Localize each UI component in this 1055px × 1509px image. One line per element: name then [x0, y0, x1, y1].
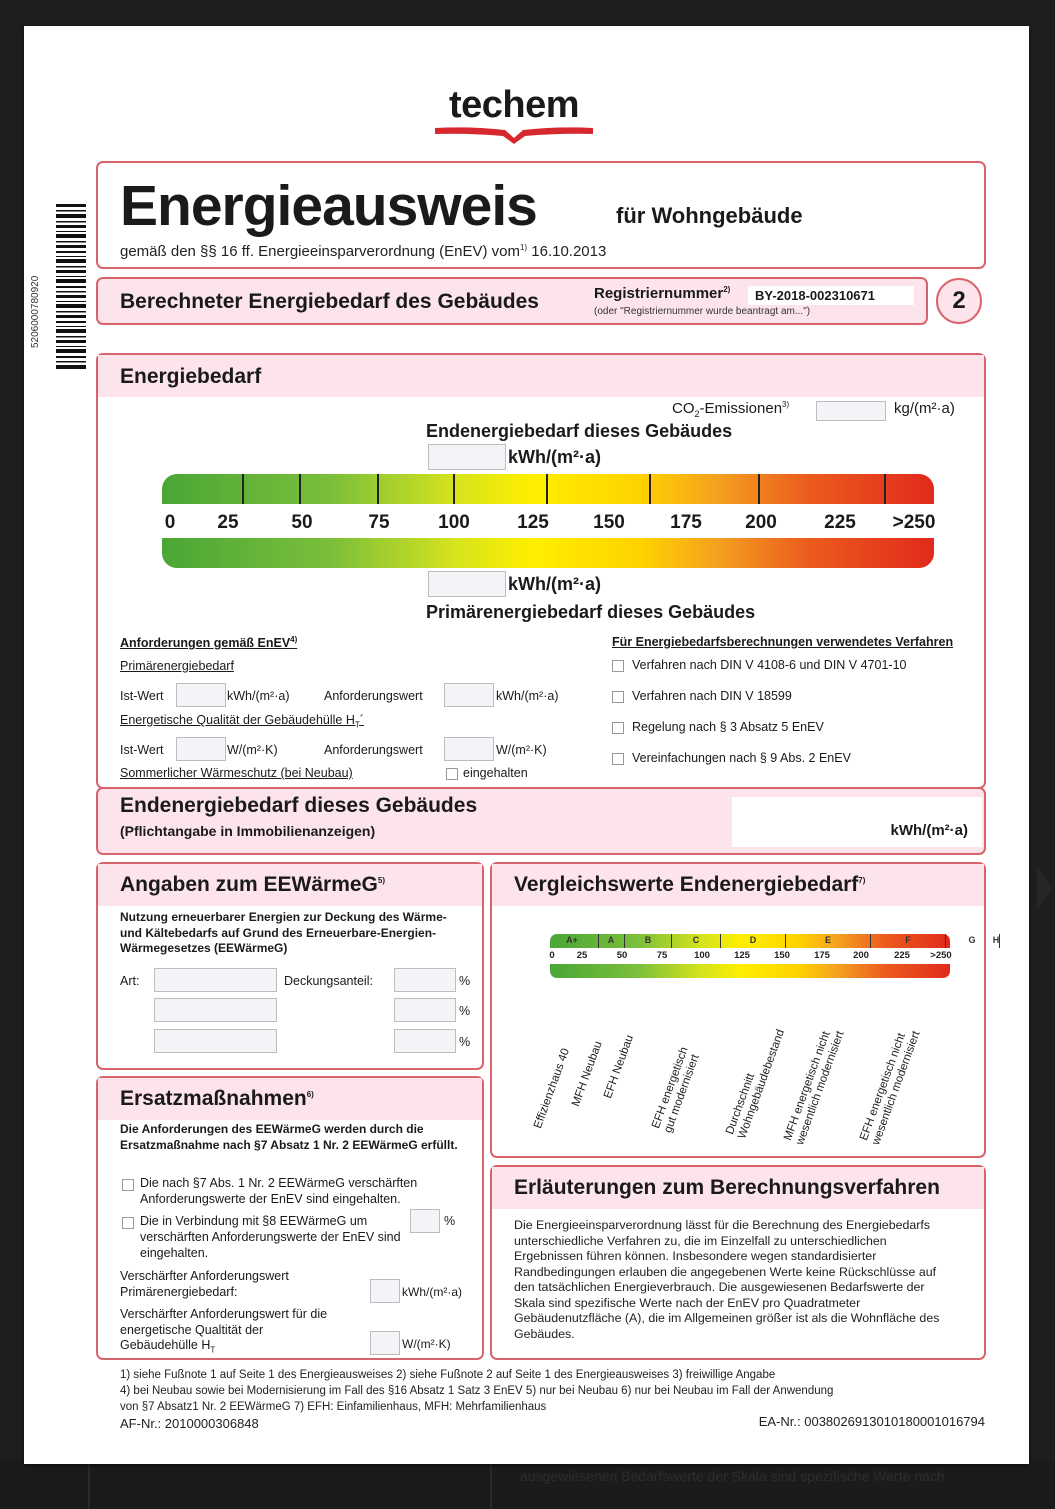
explanation-section [490, 1165, 986, 1360]
class-tick [720, 934, 721, 948]
method-label: Regelung nach § 3 Absatz 5 EnEV [632, 720, 824, 734]
art-label: Art: [120, 974, 140, 988]
scale-tick [546, 474, 548, 504]
section-title [120, 873, 385, 897]
percent-label: % [459, 1004, 471, 1018]
end-energy-label: Endenergiebedarf dieses Gebäudes [426, 421, 733, 441]
method-label: Vereinfachungen nach § 9 Abs. 2 EnEV [632, 751, 851, 765]
energy-class-label: F [905, 935, 911, 945]
final-energy-demand-bar [96, 787, 986, 855]
section-header [492, 1167, 984, 1209]
footnote-ref: 3) [782, 400, 790, 409]
title-section [96, 161, 986, 269]
end-energy-field[interactable] [428, 444, 506, 470]
ist-label: Ist-Wert [120, 689, 164, 703]
comparison-scale-bar [550, 964, 950, 978]
comparison-tick-label: 150 [774, 950, 790, 961]
co2-subscript: 2 [694, 409, 700, 419]
art-field[interactable] [154, 998, 277, 1022]
end-energy-scale-bar [162, 474, 934, 504]
comparison-class-bar [550, 934, 1000, 948]
section-header [98, 355, 984, 397]
scale-tick [884, 474, 886, 504]
footnote-ref: 5) [377, 876, 386, 885]
comparison-tick-label: 200 [853, 950, 869, 961]
section-title: Berechneter Energiebedarf des Gebäudes [120, 290, 539, 313]
unit-label: kWh/(m²·a) [496, 689, 559, 703]
barcode [52, 202, 92, 372]
page-title: Energieausweis [120, 174, 537, 238]
law-text: gemäß den §§ 16 ff. Energieeinsparverordnung (EnEV) vom [120, 243, 520, 260]
barcode-icon [52, 202, 92, 372]
co2-text-rest: -Emissionen [699, 400, 783, 417]
reference-building-label: MFH energetisch nicht wesentlich modernisiert [782, 1029, 847, 1147]
chevron-right-icon [1031, 858, 1055, 918]
comparison-tick-label: 125 [734, 950, 750, 961]
unit-label: W/(m²·K) [496, 743, 547, 757]
registration-label-text: Registriernummer [594, 285, 724, 302]
primary-energy-field[interactable] [428, 571, 506, 597]
percent-label: % [459, 974, 471, 988]
final-demand-note: (Pflichtangabe in Immobilienanzeigen) [120, 823, 376, 839]
replacement-option2-label: Die in Verbindung mit §8 EEWärmeG um [140, 1214, 368, 1228]
method-checkbox[interactable] [612, 691, 624, 703]
af-number: AF-Nr.: 2010000306848 [120, 1416, 259, 1431]
summer-protection-checkbox[interactable] [446, 768, 458, 780]
reference-building-label: Effizienzhaus 40 [532, 1046, 573, 1131]
replacement-option2-checkbox[interactable] [122, 1217, 134, 1229]
replacement-option1-checkbox[interactable] [122, 1179, 134, 1191]
method-label: Verfahren nach DIN V 18599 [632, 689, 792, 703]
footnote-ref: 2) [723, 285, 731, 294]
unit-label: W/(m²·K) [227, 743, 278, 757]
energy-class-label: E [824, 935, 832, 945]
footnote-line: 4) bei Neubau sowie bei Modernisierung im Fall des §16 Absatz 1 Satz 3 EnEV 5) nur bei Neubau 6) nur bei Neubau im Fall der Anwendung [120, 1385, 834, 1397]
summer-protection-label: Sommerlicher Wärmeschutz (bei Neubau) [120, 766, 353, 780]
scale-tick [453, 474, 455, 504]
class-tick [624, 934, 625, 948]
energy-class-label: H [992, 935, 1000, 945]
reference-building-label: EFH energetisch gut modernisiert [650, 1045, 702, 1135]
unit-label: kWh/(m²·a) [227, 689, 290, 703]
title-text: Vergleichswerte Endenergiebedarf [514, 873, 859, 896]
scale-tick [649, 474, 651, 504]
reference-building-label: EFH Neubau [602, 1033, 637, 1101]
section-title [514, 873, 865, 897]
energy-class-label: G [968, 935, 976, 945]
energy-class-label: A+ [566, 935, 578, 945]
prime-mark: ´ [359, 713, 364, 727]
primary-energy-unit: kWh/(m²·a) [508, 574, 601, 594]
summer-check-label: eingehalten [463, 766, 528, 780]
art-field[interactable] [154, 1029, 277, 1053]
techem-logo [429, 84, 599, 144]
eewaerme-section [96, 862, 484, 1070]
scale-tick-label: 75 [368, 512, 390, 533]
percent-label: % [444, 1214, 456, 1228]
requirements-heading [120, 635, 297, 650]
label-text: Verschärfter Anforderungswert für die energetische Qualtität der Gebäudehülle H [120, 1307, 328, 1352]
scale-tick-label: 175 [670, 512, 702, 533]
replacement-option2-label-cont: verschärften Anforderungswerte der EnEV sind eingehalten. [140, 1230, 401, 1260]
ghost-text: ausgewiesenen Bedarfswerte der Skala sind spezifische Werte nach [520, 1468, 945, 1484]
subscript: T [210, 1345, 216, 1355]
energy-class-label: D [749, 935, 757, 945]
logo-text: techem [448, 84, 580, 126]
class-tick [785, 934, 786, 948]
method-label: Verfahren nach DIN V 4108-6 und DIN V 4701-10 [632, 658, 907, 672]
replacement-option1-label: Die nach §7 Abs. 1 Nr. 2 EEWärmeG verschärften Anforderungswerte der EnEV sind eingehalten. [140, 1176, 418, 1206]
scale-tick-label: 100 [438, 512, 470, 533]
primary-heading: Primärenergiebedarf [120, 659, 234, 673]
share-field[interactable] [394, 998, 456, 1022]
registration-label [594, 285, 730, 302]
comparison-tick-label: 0 [549, 950, 555, 961]
methods-heading: Für Energiebedarfsberechnungen verwendetes Verfahren [612, 635, 954, 649]
page-subtitle: für Wohngebäude [616, 203, 803, 228]
scale-tick [299, 474, 301, 504]
final-demand-title: Endenergiebedarf dieses Gebäudes [120, 794, 478, 817]
law-date: 16.10.2013 [531, 243, 607, 260]
ist-label: Ist-Wert [120, 743, 164, 757]
footnote-ref: 7) [858, 876, 866, 885]
energy-class-label: C [692, 935, 700, 945]
explanation-text: Die Energieeinsparverordnung lässt für die Berechnung des Energiebedarfs unterschiedliche Verfahren zu, die im Einzelfall zu unterschiedlichen Ergebnissen führen können. Insbesondere wegen standardisierter Randbedingungen erlauben die angegebenen Werte keine Rückschlüsse auf den tatsächlichen Energieverbrauch. Die ausgewiesenen Bedarfswerte der Skala sind spezifische Werte nach der EnEV pro Quadratmeter Gebäudenutzfläche (A), die im Allgemeinen größer ist als die Wohnfläche des Gebäudes. [514, 1218, 940, 1341]
co2-unit: kg/(m²·a) [894, 400, 955, 417]
comparison-values-section [490, 862, 1000, 1158]
section-title: Erläuterungen zum Berechnungsverfahren [514, 1176, 940, 1199]
replacement-description: Die Anforderungen des EEWärmeG werden durch die Ersatzmaßnahme nach §7 Absatz 1 Nr. 2 EEWärmeG erfüllt. [120, 1122, 458, 1152]
barcode-number: 5206000780920 [30, 275, 41, 348]
background-document-shadow [0, 1460, 1055, 1509]
ea-number: EA-Nr.: 00380269130101800010167​94 [758, 1414, 985, 1429]
comparison-tick-label: 75 [656, 950, 668, 961]
ghost-border [88, 1460, 90, 1509]
registration-number-field[interactable]: BY-2018-002310671 [748, 286, 914, 305]
unit-label: kWh/(m²·a) [402, 1285, 462, 1299]
footnote-ref: 1) [519, 243, 528, 252]
footnote-ref: 4) [290, 635, 298, 644]
co2-field[interactable] [816, 401, 886, 421]
primary-ist-field[interactable] [176, 683, 226, 707]
primary-req-field[interactable] [444, 683, 494, 707]
section-title: Energiebedarf [120, 365, 262, 388]
section-header [492, 864, 984, 906]
scale-tick-label: 225 [824, 512, 856, 533]
section-header [98, 864, 482, 906]
certificate-page [24, 26, 1029, 1464]
class-tick [598, 934, 599, 948]
logo-swoosh-icon [429, 124, 599, 146]
comparison-tick-label: >250 [930, 950, 952, 961]
sharpened-primary-label: Verschärfter Anforderungswert Primärenergiebedarf: [120, 1269, 289, 1299]
req-label: Anforderungswert [324, 689, 423, 703]
title-text: Ersatzmaßnahmen [120, 1087, 307, 1110]
co2-text: CO [672, 400, 695, 417]
scale-tick-label: 50 [291, 512, 313, 533]
comparison-tick-label: 100 [694, 950, 710, 961]
envelope-ist-field[interactable] [176, 737, 226, 761]
comparison-tick-label: 50 [616, 950, 628, 961]
class-tick [671, 934, 672, 948]
art-field[interactable] [154, 968, 277, 992]
reference-building-label: Durchschnitt Wohngebäudebestand [724, 1027, 788, 1141]
unit-label: W/(m²·K) [402, 1337, 451, 1351]
subscript: T [354, 720, 360, 730]
method-checkbox[interactable] [612, 722, 624, 734]
sharpened-primary-field[interactable] [370, 1279, 400, 1303]
req-label: Anforderungswert [324, 743, 423, 757]
section-header [98, 1078, 482, 1120]
class-tick [945, 934, 946, 948]
method-checkbox[interactable] [612, 660, 624, 672]
requirements-heading-text: Anforderungen gemäß EnEV [120, 636, 291, 651]
replacement-measures-section [96, 1076, 484, 1360]
law-reference [120, 243, 606, 260]
scale-tick-label: 25 [217, 512, 239, 533]
co2-label [672, 400, 789, 419]
reference-building-label: EFH energetisch nicht wesentlich modernisiert [858, 1029, 923, 1147]
envelope-heading-text: Energetische Qualität der Gebäudehülle H [120, 713, 355, 727]
percent-label: % [459, 1035, 471, 1049]
page-number-badge: 2 [936, 278, 982, 324]
envelope-req-field[interactable] [444, 737, 494, 761]
share-field[interactable] [394, 1029, 456, 1053]
scale-tick [377, 474, 379, 504]
energy-demand-section [96, 353, 986, 789]
next-page-arrow[interactable] [1031, 858, 1055, 918]
scale-tick [758, 474, 760, 504]
footnote-ref: 6) [306, 1090, 314, 1099]
comparison-tick-label: 225 [894, 950, 910, 961]
scale-tick-label: 200 [745, 512, 777, 533]
scale-tick-label: 125 [517, 512, 549, 533]
eewaerme-description: Nutzung erneuerbarer Energien zur Deckung des Wärme- und Kältebedarfs auf Grund des Erneuerbare-Energien-Wärmegesetzes (EEWärmeG) [120, 910, 447, 955]
comparison-tick-label: 25 [576, 950, 588, 961]
scale-tick-label: >250 [892, 512, 936, 533]
scale-tick-label: 150 [593, 512, 625, 533]
end-energy-unit: kWh/(m²·a) [508, 447, 601, 467]
scale-tick [242, 474, 244, 504]
title-text: Angaben zum EEWärmeG [120, 873, 378, 896]
reference-building-label: MFH Neubau [570, 1039, 605, 1109]
sharpened-envelope-label [120, 1307, 340, 1358]
calculated-demand-bar [96, 277, 928, 325]
ghost-border [490, 1460, 492, 1509]
share-field[interactable] [394, 968, 456, 992]
footnote-line: 1) siehe Fußnote 1 auf Seite 1 des Energieausweises 2) siehe Fußnote 2 auf Seite 1 des Energieausweises 3) freiwillige Angabe [120, 1369, 776, 1381]
energy-class-label: B [644, 935, 652, 945]
registration-note: (oder "Registriernummer wurde beantragt am...") [594, 306, 811, 317]
footnote-line: von §7 Absatz1 Nr. 2 EEWärmeG 7) EFH: Einfamilienhaus, MFH: Mehrfamilienhaus [120, 1401, 547, 1413]
primary-energy-scale-bar [162, 538, 934, 568]
class-tick [870, 934, 871, 948]
primary-energy-label: Primärenergiebedarf dieses Gebäudes [426, 602, 756, 622]
share-label: Deckungsanteil: [284, 974, 373, 988]
energy-class-label: A [607, 935, 615, 945]
method-checkbox[interactable] [612, 753, 624, 765]
section-title [120, 1087, 314, 1111]
scale-tick-label: 0 [164, 512, 176, 533]
comparison-tick-label: 175 [814, 950, 830, 961]
final-demand-unit: kWh/(m²·a) [890, 822, 968, 839]
sharpened-envelope-field[interactable] [370, 1331, 400, 1355]
envelope-heading [120, 713, 364, 730]
